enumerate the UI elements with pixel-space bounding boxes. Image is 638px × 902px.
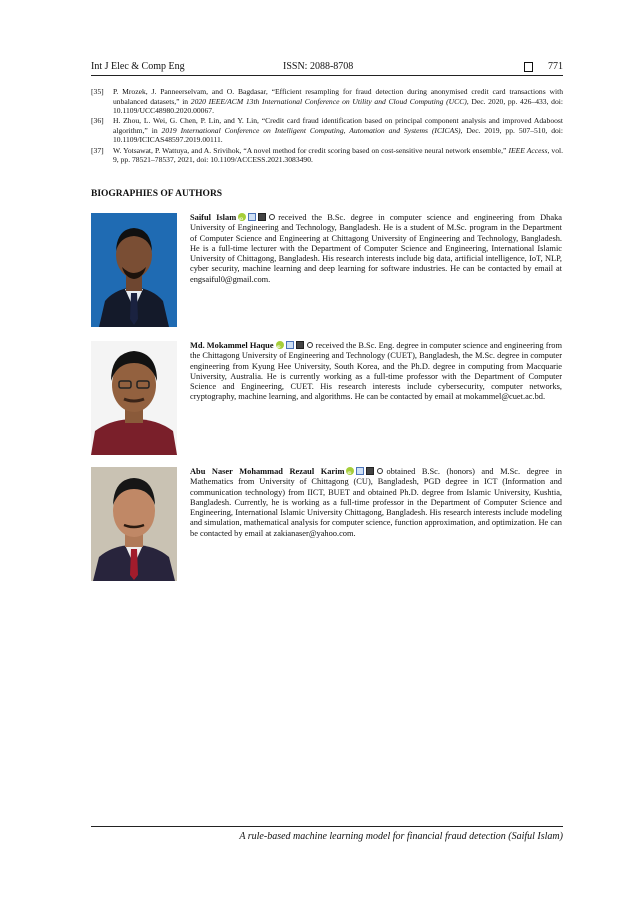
author-description [190,467,562,539]
page-footer [91,826,563,842]
reference-details: , Dec. 2020, pp. 426–433, doi: 10.1109/UCC48980.2020.00067. [113,96,563,116]
reference-item [91,116,563,145]
orcid-icon[interactable] [276,341,284,349]
reference-details: , vol. 9, pp. 78521–78537, 2021, doi: 10.1109/ACCESS.2021.3083490. [113,145,563,165]
author-photo [91,341,177,455]
reference-venue: IEEE Access [508,145,548,155]
reference-text: P. Mrozek, J. Panneerselvam, and O. Bagdasar, “Efficient resampling for fraud detection during anonymised credit card transactions with unbalanced datasets,” in [113,87,563,106]
reference-item [91,146,563,165]
scopus-icon[interactable] [366,467,374,475]
page-number: 771 [548,61,563,72]
checkbox-icon [524,62,533,72]
page-header [91,61,563,76]
author-bio-text: obtained B.Sc. (honors) and M.Sc. degree in Mathematics from University of Chittagong (CU), Bangladesh, PGD degree in ICT (Information and communication technology) from IICT, BUET and obtained Ph.D. degree from Islamic University, Kushtia, Bangladesh. Currently, he is working as a full-time professor in the Department of Computer Science and Engineering, International Islamic University Chittagong, Bangladesh. His research interests include modeling and simulation, mathematical analysis for computer science, function approximation, and optimization. He can be contacted by email at zakianaser@yahoo.com. [190,467,562,538]
reference-details: , Dec. 2019, pp. 507–510, doi: 10.1109/ICICAS48597.2019.00111. [113,125,564,145]
author-photo [91,213,177,327]
author-name: Saiful Islam [190,213,237,222]
footer-title: A rule-based machine learning model for financial fraud detection (Saiful Islam) [239,831,563,842]
google-scholar-icon[interactable] [286,341,294,349]
author-name: Abu Naser Mohammad Rezaul Karim [190,467,345,476]
reference-number: [36] [91,116,104,126]
references-list [91,87,563,165]
journal-name: Int J Elec & Comp Eng [91,61,185,72]
author-photo [91,467,177,581]
author-bio-text: received the B.Sc. degree in computer science and engineering from Dhaka University of Engineering and Technology, Bangladesh. He is a student of M.Sc. program in the Department of Computer Science and Engineering at Chittagong University of Engineering and Technology, Bangladesh. He is a full-time lecturer with the Department of Computer Science and Engineering, International Islamic University of Chittagong, Bangladesh. His research interests include big data, artificial intelligence, IoT, NLP, cyber security, machine learning and deep learning for software industries. He can be contacted by email at engsaiful0@gmail.com. [190,213,562,284]
author-bio-text: received the B.Sc. Eng. degree in computer science and engineering from the Chittagong University of Engineering and Technology (CUET), Bangladesh, the M.Sc. degree in computer engineering from Kyung Hee University, South Korea, and the Ph.D. degree in computing from Macquarie University, Australia. He is currently working as a full-time professor with the Department of Computer Science and Engineering, CUET. His research interests include cybersecurity, computer networks, cryptography, machine learning, and algorithms. He can be contacted by email at mokammel@cuet.ac.bd. [190,341,563,402]
section-title: BIOGRAPHIES OF AUTHORS [91,189,223,199]
reference-item [91,87,563,116]
author-description [190,341,562,403]
reference-text: W. Yotsawat, P. Wattuya, and A. Srivihok, “A novel method for credit scoring based on cost-sensitive neural network ensemble,” [113,145,509,155]
google-scholar-icon[interactable] [356,467,364,475]
issn: ISSN: 2088-8708 [283,61,354,72]
author-description [190,213,562,285]
scopus-icon[interactable] [258,213,266,221]
google-scholar-icon[interactable] [248,213,256,221]
scopus-icon[interactable] [296,341,304,349]
reference-number: [37] [91,145,104,155]
orcid-icon[interactable] [238,213,246,221]
reference-venue: 2020 IEEE/ACM 13th International Conference on Utility and Cloud Computing (UCC) [190,96,467,106]
author-name: Md. Mokammel Haque [190,341,274,350]
orcid-icon[interactable] [346,467,354,475]
researchgate-icon[interactable] [376,467,384,475]
reference-venue: 2019 International Conference on Intelligent Computing, Automation and Systems (ICICAS) [161,125,461,135]
researchgate-icon[interactable] [268,213,276,221]
reference-number: [35] [91,87,104,96]
reference-text: H. Zhou, L. Wei, G. Chen, P. Lin, and Y. Lin, “Credit card fraud identification based on principal component analysis and improved Adaboost algorithm,” in [113,116,563,135]
researchgate-icon[interactable] [306,341,314,349]
